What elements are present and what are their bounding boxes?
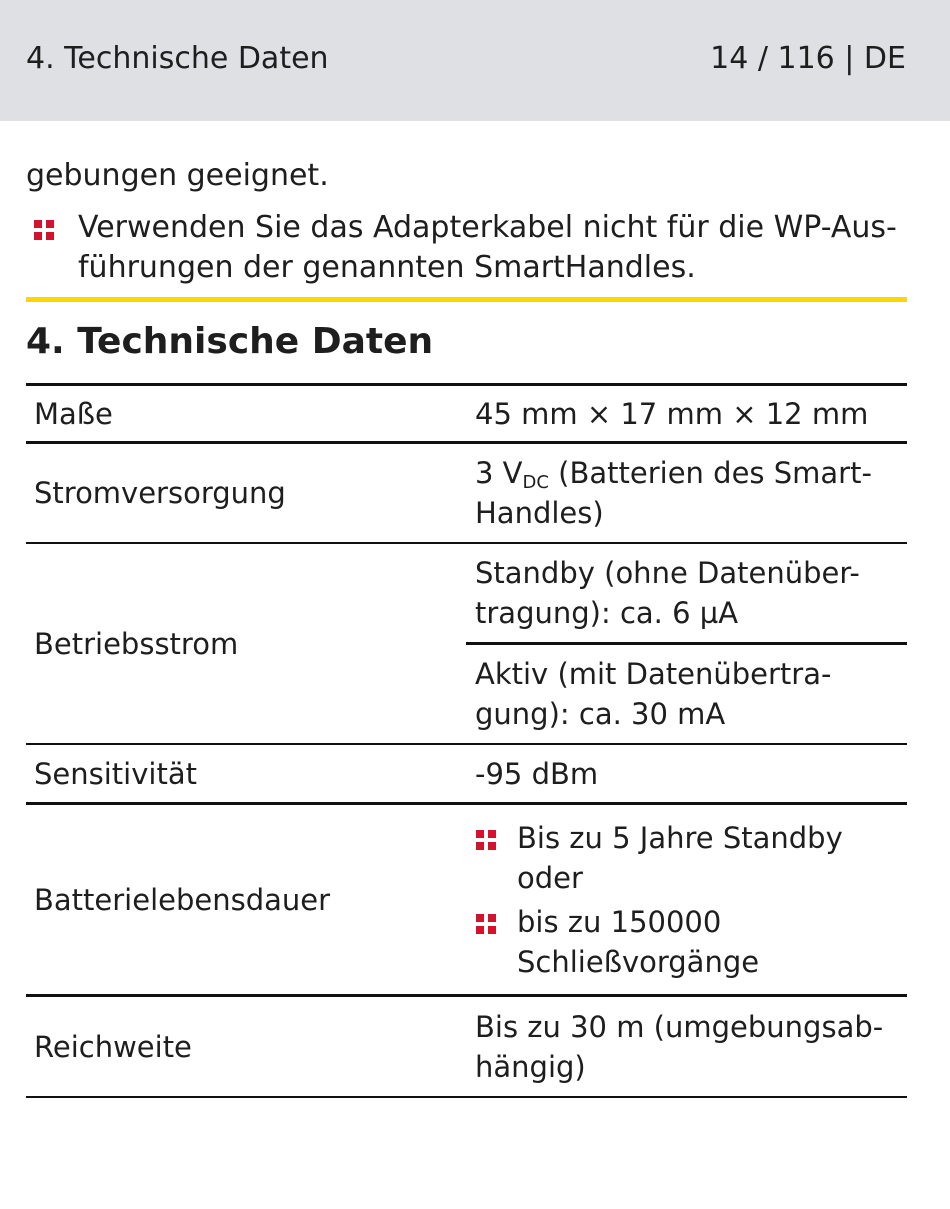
value-text: Handles) bbox=[475, 496, 604, 530]
row-label: Maße bbox=[34, 396, 113, 431]
continued-text: gebungen geeignet. bbox=[26, 158, 329, 193]
page-header bbox=[0, 0, 950, 121]
table-row bbox=[26, 385, 907, 443]
list-item bbox=[475, 902, 899, 982]
battery-life-list bbox=[475, 818, 899, 982]
header-page-number: 14 / 116 | DE bbox=[710, 41, 906, 76]
value-text: (Batterien des Smart- bbox=[548, 456, 872, 490]
table-row bbox=[26, 543, 907, 644]
section-title: 4. Technische Daten bbox=[26, 321, 434, 362]
note-line: Verwenden Sie das Adapterkabel nicht für die WP-Aus- bbox=[78, 210, 897, 245]
table-row bbox=[26, 804, 907, 996]
row-value bbox=[466, 443, 907, 544]
table-row bbox=[26, 443, 907, 544]
row-label: Sensitivität bbox=[34, 756, 197, 791]
note-line: führungen der genannten SmartHandles. bbox=[78, 250, 696, 285]
row-label: Stromversorgung bbox=[34, 476, 286, 510]
value-text: Aktiv (mit Datenübertra- bbox=[475, 657, 832, 691]
table-row bbox=[26, 996, 907, 1098]
list-item bbox=[26, 208, 906, 288]
row-label: Batterielebensdauer bbox=[34, 882, 331, 917]
row-value bbox=[466, 644, 907, 745]
value-text: bis zu 150000 bbox=[517, 904, 722, 939]
table-row bbox=[26, 744, 907, 804]
value-text: oder bbox=[517, 860, 583, 895]
red-square-bullet-icon bbox=[34, 220, 54, 240]
value-text: hängig) bbox=[475, 1049, 586, 1084]
note-list bbox=[26, 208, 906, 288]
row-value: -95 dBm bbox=[475, 756, 599, 791]
list-item bbox=[475, 818, 899, 898]
row-value bbox=[466, 996, 907, 1098]
value-text: Bis zu 5 Jahre Standby bbox=[517, 820, 843, 855]
row-value bbox=[466, 804, 907, 996]
value-text: Standby (ohne Datenüber- bbox=[475, 556, 860, 590]
value-subscript: DC bbox=[522, 472, 549, 493]
row-value bbox=[466, 543, 907, 644]
value-text: Schließvorgänge bbox=[517, 944, 760, 979]
value-text: tragung): ca. 6 µA bbox=[475, 596, 739, 630]
row-value: 45 mm × 17 mm × 12 mm bbox=[475, 396, 869, 431]
row-label: Betriebsstrom bbox=[26, 543, 466, 744]
technical-data-table bbox=[26, 383, 907, 1098]
section-divider bbox=[26, 297, 907, 302]
red-square-bullet-icon bbox=[476, 830, 496, 850]
value-text: 3 V bbox=[475, 456, 523, 490]
value-text: gung): ca. 30 mA bbox=[475, 697, 726, 731]
header-section-title: 4. Technische Daten bbox=[26, 41, 329, 76]
red-square-bullet-icon bbox=[476, 914, 496, 934]
value-text: Bis zu 30 m (umgebungsab- bbox=[475, 1009, 884, 1044]
row-label: Reichweite bbox=[34, 1029, 192, 1064]
